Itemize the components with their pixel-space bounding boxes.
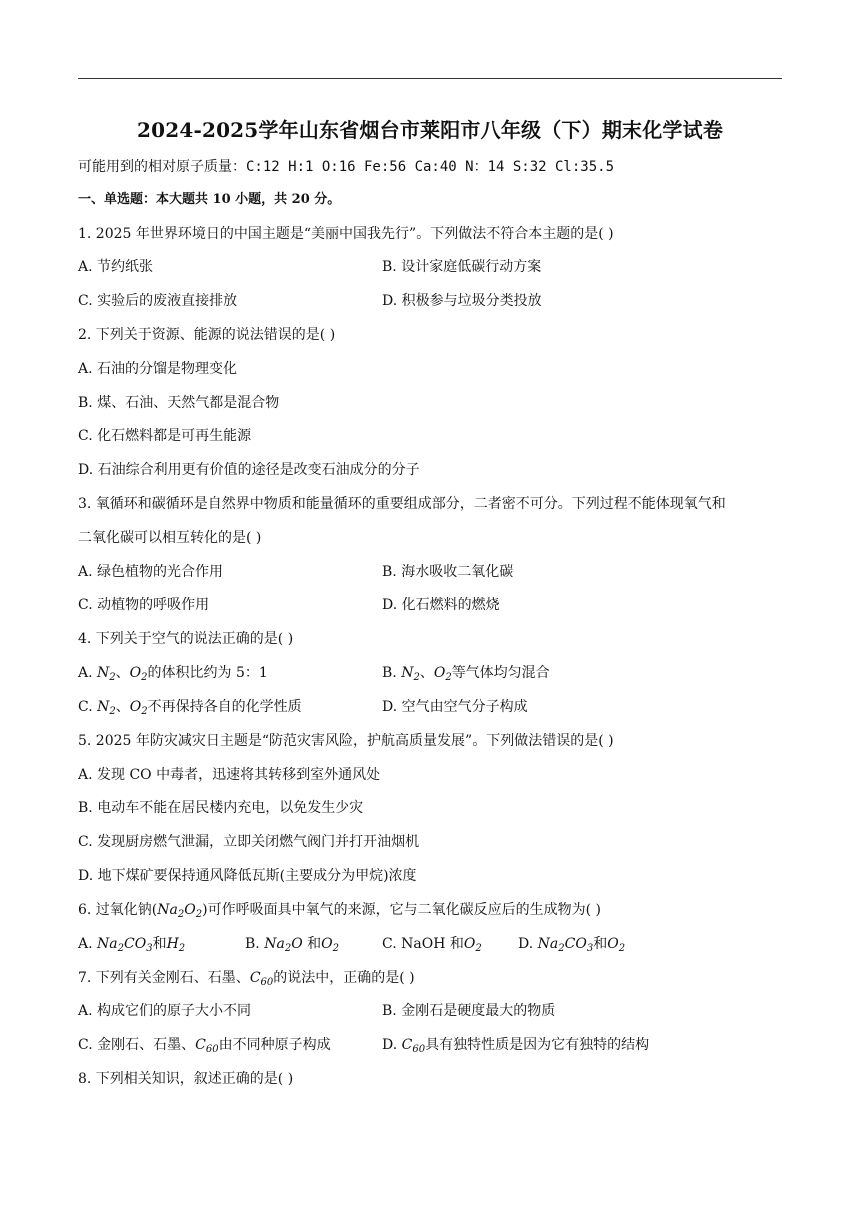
question-7-option-a: A. 构成它们的原子大小不同 (78, 1003, 252, 1019)
question-4-stem: 4. 下列关于空气的说法正确的是( ) (78, 631, 294, 647)
question-7-option-c: C. 金刚石、石墨、$C_{60}$由不同种原子构成 (78, 1037, 331, 1055)
question-1-option-d: D. 积极参与垃圾分类投放 (382, 293, 542, 309)
question-8-stem: 8. 下列相关知识，叙述正确的是( ) (78, 1071, 294, 1087)
formula-h2: $H_2$ (166, 936, 186, 954)
question-3-option-c: C. 动植物的呼吸作用 (78, 597, 210, 613)
question-6-option-d: D. $Na_2CO_3$和$O_2$ (518, 936, 626, 954)
question-7-option-d: D. $C_{60}$具有独特性质是因为它有独特的结构 (382, 1037, 650, 1055)
question-5-option-c: C. 发现厨房燃气泄漏，立即关闭燃气阀门并打开油烟机 (78, 834, 420, 850)
formula-na2o2: $Na_2O_2$ (157, 902, 203, 920)
question-2-option-a: A. 石油的分馏是物理变化 (78, 361, 238, 377)
formula-na2co3: $Na_2CO_3$ (97, 936, 153, 954)
question-7-option-b: B. 金刚石是硬度最大的物质 (382, 1003, 556, 1019)
page-title: 2024-2025学年山东省烟台市莱阳市八年级（下）期末化学试卷 (136, 118, 724, 142)
formula-c60: $C_{60}$ (401, 1037, 426, 1055)
question-3-stem-line2: 二氧化碳可以相互转化的是( ) (78, 530, 262, 546)
formula-na2o: $Na_2O$ (264, 936, 303, 954)
question-4-option-d: D. 空气由空气分子构成 (382, 699, 528, 715)
question-1-option-b: B. 设计家庭低碳行动方案 (382, 259, 542, 275)
question-5-option-d: D. 地下煤矿要保持通风降低瓦斯(主要成分为甲烷)浓度 (78, 868, 417, 884)
formula-c60: $C_{60}$ (195, 1037, 219, 1055)
question-1-option-a: A. 节约纸张 (78, 259, 154, 275)
question-7-stem: 7. 下列有关金刚石、石墨、$C_{60}$的说法中，正确的是( ) (78, 970, 415, 988)
question-2-stem: 2. 下列关于资源、能源的说法错误的是( ) (78, 327, 336, 343)
formula-n2: $N_2$ (97, 699, 116, 717)
question-6-option-a: A. $Na_2CO_3$和$H_2$ (78, 936, 186, 954)
question-3-option-a: A. 绿色植物的光合作用 (78, 564, 224, 580)
formula-n2: $N_2$ (97, 665, 116, 683)
question-1-option-c: C. 实验后的废液直接排放 (78, 293, 238, 309)
section-heading: 一、单选题：本大题共 10 小题，共 20 分。 (78, 192, 341, 207)
question-5-option-a: A. 发现 CO 中毒者，迅速将其转移到室外通风处 (78, 767, 381, 783)
question-4-option-a: A. $N_2$、$O_2$的体积比约为 5：1 (78, 665, 268, 683)
formula-o2: $O_2$ (129, 665, 148, 683)
formula-o2: $O_2$ (433, 665, 452, 683)
formula-n2: $N_2$ (401, 665, 420, 683)
question-1-stem: 1. 2025 年世界环境日的中国主题是“美丽中国我先行”。下列做法不符合本主题的是( ) (78, 226, 614, 242)
question-2-option-b: B. 煤、石油、天然气都是混合物 (78, 395, 280, 411)
formula-o2: $O_2$ (463, 936, 482, 954)
question-5-stem: 5. 2025 年防灾减灾日主题是“防范灾害风险，护航高质量发展”。下列做法错误的是( ) (78, 733, 614, 749)
question-4-option-c: C. $N_2$、$O_2$不再保持各自的化学性质 (78, 699, 302, 717)
question-2-option-c: C. 化石燃料都是可再生能源 (78, 428, 252, 444)
question-2-option-d: D. 石油综合利用更有价值的途径是改变石油成分的分子 (78, 462, 420, 478)
question-3-option-b: B. 海水吸收二氧化碳 (382, 564, 514, 580)
question-5-option-b: B. 电动车不能在居民楼内充电，以免发生少灾 (78, 800, 364, 816)
header-rule (78, 78, 782, 79)
question-3-stem-line1: 3. 氧循环和碳循环是自然界中物质和能量循环的重要组成部分，二者密不可分。下列过程不能体现氧气和 (78, 496, 726, 512)
formula-o2: $O_2$ (129, 699, 148, 717)
formula-c60: $C_{60}$ (249, 970, 274, 988)
formula-o2: $O_2$ (607, 936, 626, 954)
question-6-stem: 6. 过氧化钠$(Na_2O_2)$可作呼吸面具中氧气的来源，它与二氧化碳反应后的生成物为( ) (78, 902, 601, 920)
atomic-masses: 可能用到的相对原子质量：C:12 H:1 O:16 Fe:56 Ca:40 N：14 S:32 Cl:35.5 (78, 159, 615, 175)
formula-na2co3: $Na_2CO_3$ (537, 936, 594, 954)
question-4-option-b: B. $N_2$、$O_2$等气体均匀混合 (382, 665, 550, 683)
question-6-option-c: C. NaOH 和$O_2$ (382, 936, 482, 954)
question-3-option-d: D. 化石燃料的燃烧 (382, 597, 500, 613)
question-6-option-b: B. $Na_2O$ 和$O_2$ (245, 936, 339, 954)
formula-o2: $O_2$ (321, 936, 339, 954)
